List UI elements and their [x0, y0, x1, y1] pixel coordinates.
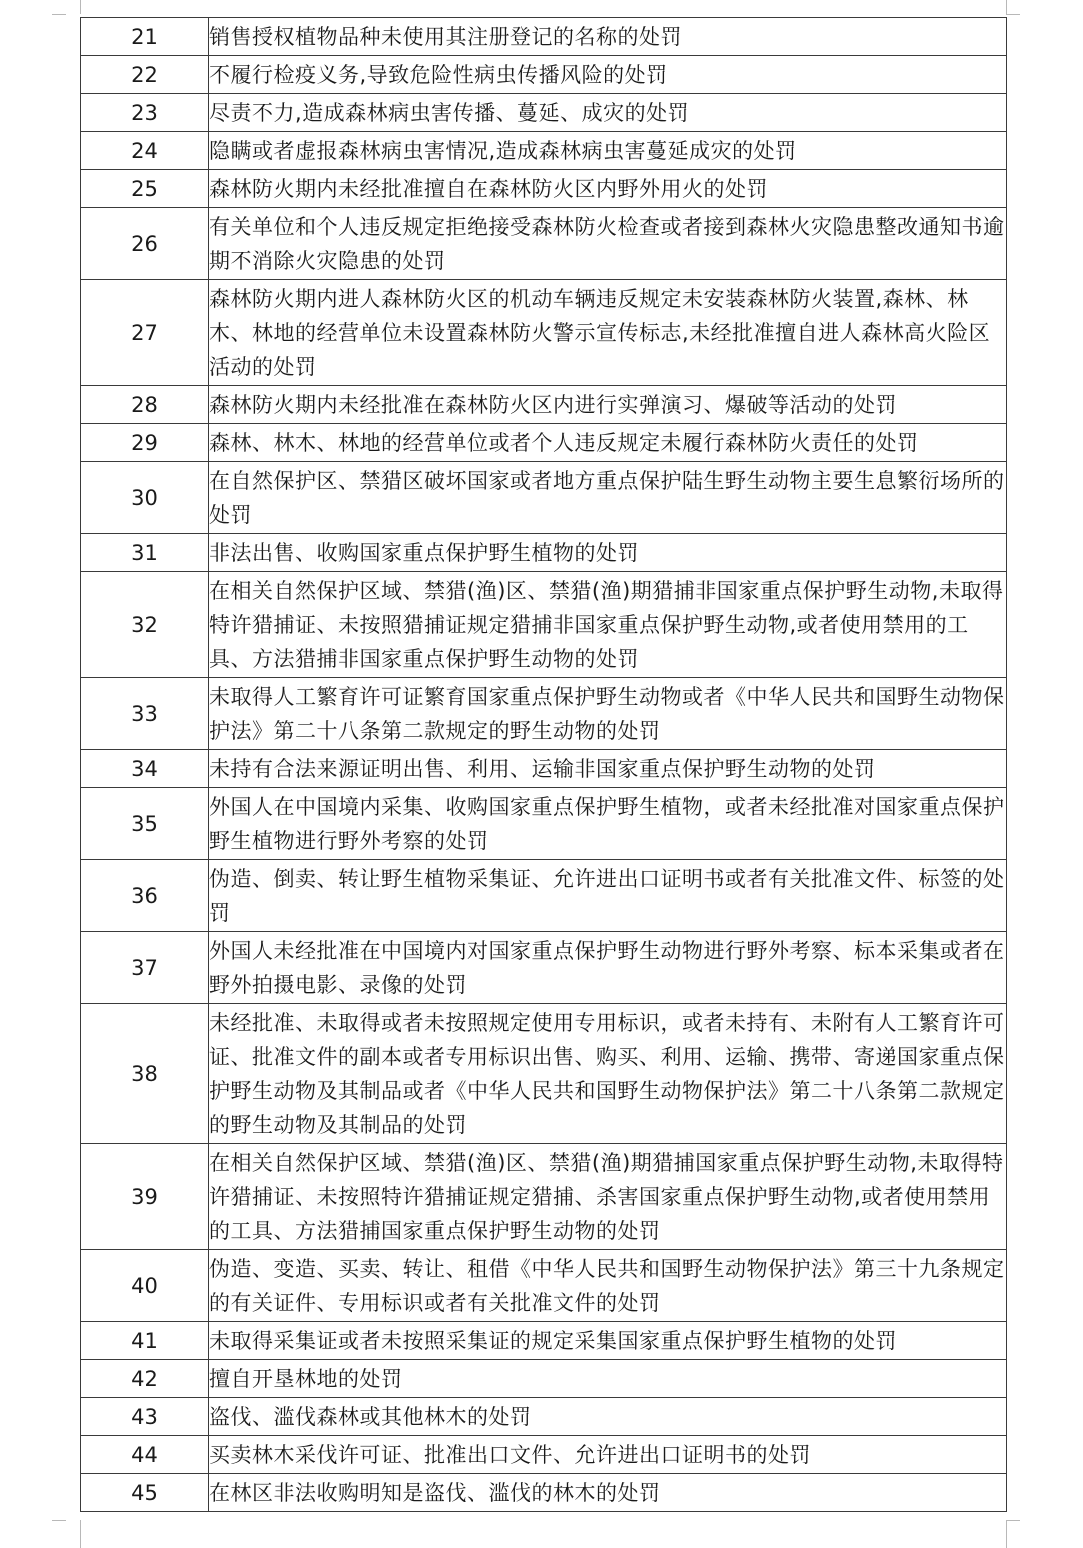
table-row	[81, 386, 1007, 424]
table-row	[81, 1436, 1007, 1474]
row-text: 森林防火期内进人森林防火区的机动车辆违反规定未安装森林防火装置,森林、林木、林地的经营单位未设置森林防火警示宣传标志,未经批准擅自进人森林高火险区活动的处罚	[209, 280, 1007, 386]
row-number: 40	[81, 1250, 209, 1322]
table-row	[81, 1004, 1007, 1144]
row-text: 尽责不力,造成森林病虫害传播、蔓延、成灾的处罚	[209, 94, 1007, 132]
row-number: 42	[81, 1360, 209, 1398]
crop-mark-bottom-right-h	[1006, 1520, 1020, 1521]
crop-mark-top-left	[66, 0, 81, 14]
row-text: 未取得采集证或者未按照采集证的规定采集国家重点保护野生植物的处罚	[209, 1322, 1007, 1360]
row-text: 在林区非法收购明知是盗伐、滥伐的林木的处罚	[209, 1474, 1007, 1512]
table-row	[81, 1144, 1007, 1250]
table-row	[81, 932, 1007, 1004]
table-row	[81, 280, 1007, 386]
row-text: 擅自开垦林地的处罚	[209, 1360, 1007, 1398]
row-number: 32	[81, 572, 209, 678]
crop-mark-bottom-left-h	[52, 1520, 66, 1521]
table-row	[81, 572, 1007, 678]
row-number: 34	[81, 750, 209, 788]
row-text: 买卖林木采伐许可证、批准出口文件、允许进出口证明书的处罚	[209, 1436, 1007, 1474]
table-row	[81, 1322, 1007, 1360]
table-row	[81, 1398, 1007, 1436]
table-row	[81, 1250, 1007, 1322]
row-number: 31	[81, 534, 209, 572]
table-row	[81, 750, 1007, 788]
crop-mark-bottom-left	[66, 1520, 81, 1548]
row-number: 28	[81, 386, 209, 424]
row-text: 有关单位和个人违反规定拒绝接受森林防火检查或者接到森林火灾隐患整改通知书逾期不消除火灾隐患的处罚	[209, 208, 1007, 280]
table-row	[81, 860, 1007, 932]
table-row	[81, 424, 1007, 462]
row-number: 43	[81, 1398, 209, 1436]
row-number: 26	[81, 208, 209, 280]
table-row	[81, 208, 1007, 280]
table-row	[81, 56, 1007, 94]
row-text: 外国人未经批准在中国境内对国家重点保护野生动物进行野外考察、标本采集或者在野外拍摄电影、录像的处罚	[209, 932, 1007, 1004]
row-number: 24	[81, 132, 209, 170]
row-number: 23	[81, 94, 209, 132]
row-text: 伪造、变造、买卖、转让、租借《中华人民共和国野生动物保护法》第三十九条规定的有关证件、专用标识或者有关批准文件的处罚	[209, 1250, 1007, 1322]
row-number: 37	[81, 932, 209, 1004]
table-row	[81, 534, 1007, 572]
row-text: 未取得人工繁育许可证繁育国家重点保护野生动物或者《中华人民共和国野生动物保护法》第二十八条第二款规定的野生动物的处罚	[209, 678, 1007, 750]
row-number: 22	[81, 56, 209, 94]
row-number: 45	[81, 1474, 209, 1512]
row-text: 不履行检疫义务,导致危险性病虫传播风险的处罚	[209, 56, 1007, 94]
row-text: 森林防火期内未经批准在森林防火区内进行实弹演习、爆破等活动的处罚	[209, 386, 1007, 424]
row-text: 未经批准、未取得或者未按照规定使用专用标识，或者未持有、未附有人工繁育许可证、批准文件的副本或者专用标识出售、购买、利用、运输、携带、寄递国家重点保护野生动物及其制品或者《中华人民共和国野生动物保护法》第二十八条第二款规定的野生动物及其制品的处罚	[209, 1004, 1007, 1144]
row-text: 盗伐、滥伐森林或其他林木的处罚	[209, 1398, 1007, 1436]
row-number: 33	[81, 678, 209, 750]
row-number: 29	[81, 424, 209, 462]
crop-mark-bottom-right	[1006, 1520, 1021, 1548]
crop-mark-top-right	[1006, 0, 1021, 14]
table-row	[81, 1474, 1007, 1512]
row-text: 非法出售、收购国家重点保护野生植物的处罚	[209, 534, 1007, 572]
row-number: 35	[81, 788, 209, 860]
table-row	[81, 132, 1007, 170]
table-row	[81, 678, 1007, 750]
penalty-items-table	[80, 17, 1007, 1512]
row-number: 25	[81, 170, 209, 208]
table-row	[81, 1360, 1007, 1398]
table-row	[81, 462, 1007, 534]
row-number: 39	[81, 1144, 209, 1250]
row-number: 38	[81, 1004, 209, 1144]
row-text: 隐瞒或者虚报森林病虫害情况,造成森林病虫害蔓延成灾的处罚	[209, 132, 1007, 170]
row-text: 伪造、倒卖、转让野生植物采集证、允许进出口证明书或者有关批准文件、标签的处罚	[209, 860, 1007, 932]
row-text: 在相关自然保护区域、禁猎(渔)区、禁猎(渔)期猎捕国家重点保护野生动物,未取得特许猎捕证、未按照特许猎捕证规定猎捕、杀害国家重点保护野生动物,或者使用禁用的工具、方法猎捕国家重点保护野生动物的处罚	[209, 1144, 1007, 1250]
row-number: 41	[81, 1322, 209, 1360]
crop-mark-top-left-h	[52, 14, 66, 15]
row-text: 在相关自然保护区域、禁猎(渔)区、禁猎(渔)期猎捕非国家重点保护野生动物,未取得特许猎捕证、未按照猎捕证规定猎捕非国家重点保护野生动物,或者使用禁用的工具、方法猎捕非国家重点保护野生动物的处罚	[209, 572, 1007, 678]
table-row	[81, 170, 1007, 208]
row-number: 30	[81, 462, 209, 534]
crop-mark-top-right-h	[1006, 14, 1020, 15]
row-text: 未持有合法来源证明出售、利用、运输非国家重点保护野生动物的处罚	[209, 750, 1007, 788]
row-text: 外国人在中国境内采集、收购国家重点保护野生植物，或者未经批准对国家重点保护野生植物进行野外考察的处罚	[209, 788, 1007, 860]
row-text: 森林、林木、林地的经营单位或者个人违反规定未履行森林防火责任的处罚	[209, 424, 1007, 462]
table-row	[81, 788, 1007, 860]
row-number: 36	[81, 860, 209, 932]
row-number: 21	[81, 18, 209, 56]
row-text: 在自然保护区、禁猎区破坏国家或者地方重点保护陆生野生动物主要生息繁衍场所的处罚	[209, 462, 1007, 534]
row-number: 27	[81, 280, 209, 386]
row-number: 44	[81, 1436, 209, 1474]
table-row	[81, 94, 1007, 132]
row-text: 森林防火期内未经批准擅自在森林防火区内野外用火的处罚	[209, 170, 1007, 208]
table-row	[81, 18, 1007, 56]
row-text: 销售授权植物品种未使用其注册登记的名称的处罚	[209, 18, 1007, 56]
